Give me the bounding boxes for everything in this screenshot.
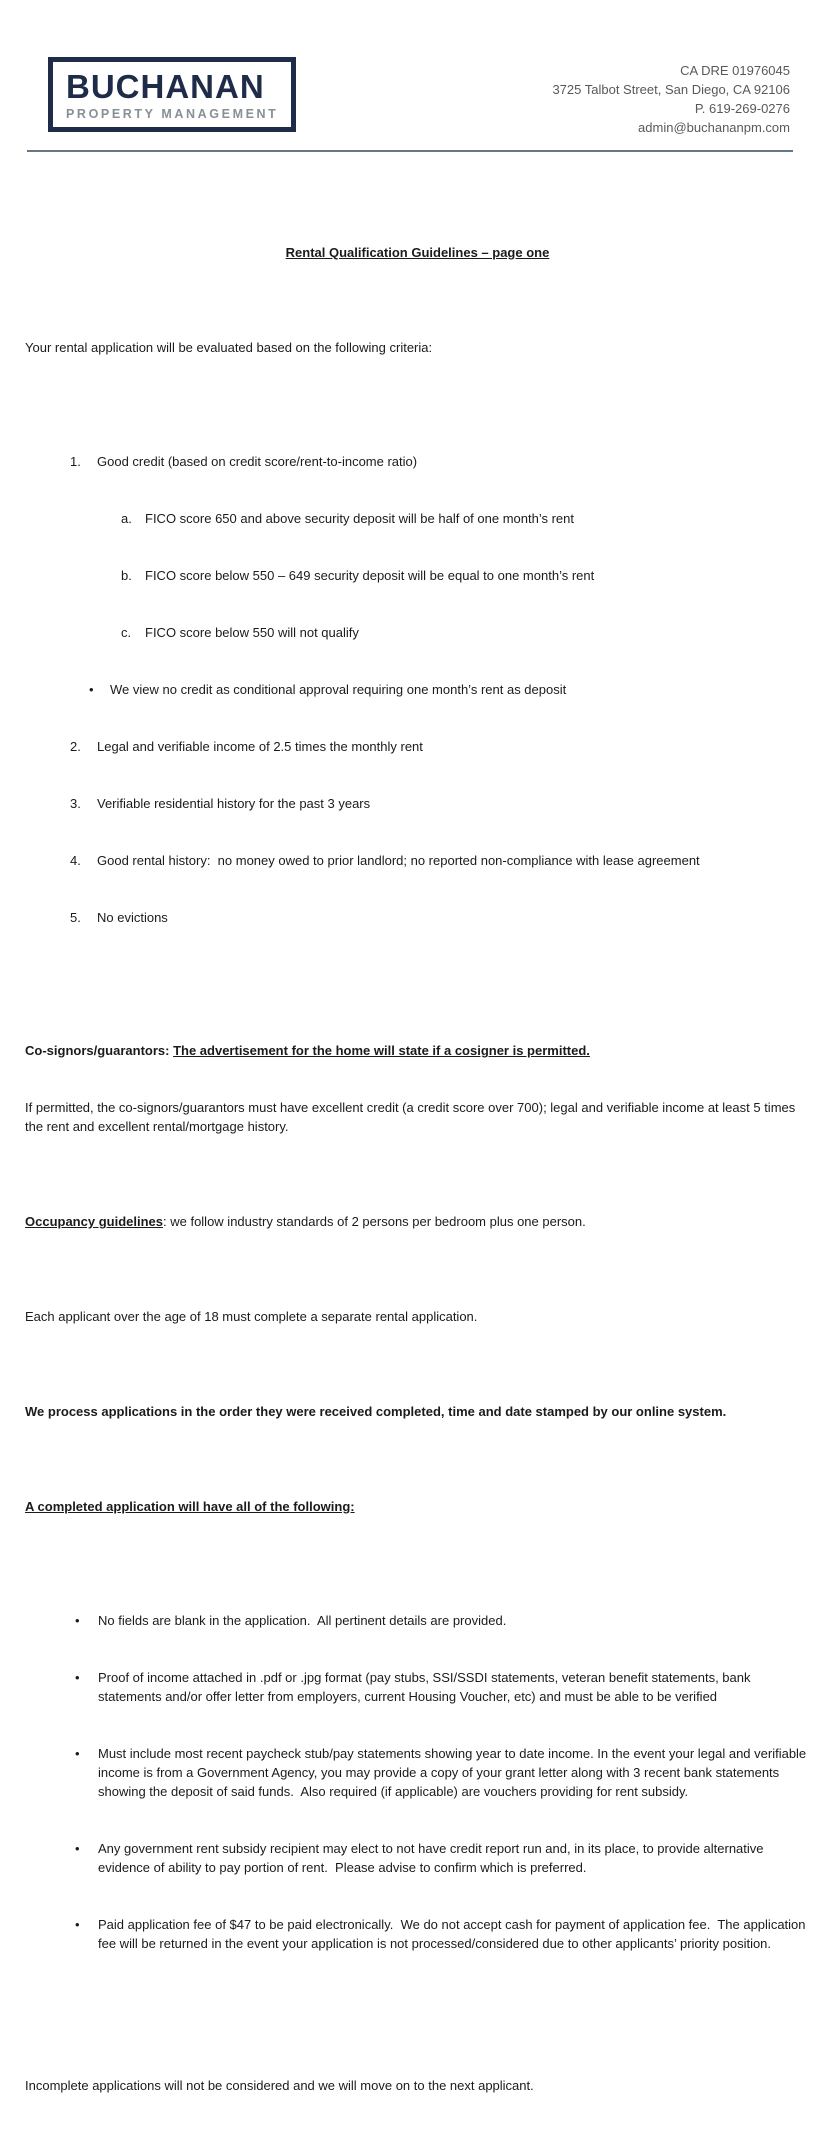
company-logo xyxy=(48,57,296,132)
list-number: 3. xyxy=(70,796,81,811)
occupancy-paragraph: Occupancy guidelines: we follow industry standards of 2 persons per bedroom plus one person. xyxy=(25,1214,586,1229)
phone-number: P. 619-269-0276 xyxy=(694,101,790,116)
bullet-marker: • xyxy=(75,1841,80,1856)
requirement-bullet-4: • Any government rent subsidy recipient may elect to not have credit report run and, in its place, to provide alternative evidence of ability to pay portion of rent. Please advise to confirm which is preferred. xyxy=(75,1841,768,1875)
criteria-sub-b: b. FICO score below 550 – 649 security deposit will be equal to one month’s rent xyxy=(121,568,595,583)
occupancy-label: Occupancy guidelines xyxy=(25,1214,163,1229)
list-number: 2. xyxy=(70,739,81,754)
page-title: Rental Qualification Guidelines – page one xyxy=(285,245,550,260)
bullet-marker: • xyxy=(75,1917,80,1932)
cosigners-policy: The advertisement for the home will state if a cosigner is permitted. xyxy=(173,1043,590,1058)
requirement-bullet-1: • No fields are blank in the application. All pertinent details are provided. xyxy=(75,1613,507,1628)
criteria-sub-c: c. FICO score below 550 will not qualify xyxy=(121,625,359,640)
criteria-item-5: 5. No evictions xyxy=(70,910,168,925)
list-number: 4. xyxy=(70,853,81,868)
list-letter: b. xyxy=(121,568,132,583)
criteria-item-2: 2. Legal and verifiable income of 2.5 times the monthly rent xyxy=(70,739,423,754)
list-number: 5. xyxy=(70,910,81,925)
logo-company-name: BUCHANAN xyxy=(66,68,265,105)
email-address: admin@buchananpm.com xyxy=(638,120,790,135)
incomplete-note: Incomplete applications will not be considered and we will move on to the next applicant. xyxy=(25,2078,534,2093)
criteria-item-4: 4. Good rental history: no money owed to prior landlord; no reported non-compliance with lease agreement xyxy=(70,853,700,868)
requirement-bullet-5: • Paid application fee of $47 to be paid electronically. We do not accept cash for payment of application fee. The application fee will be returned in the event your application is not processed/considered due to other applicants’ priority position. xyxy=(75,1917,810,1951)
bullet-marker: • xyxy=(75,1670,80,1685)
criteria-sub-a: a. FICO score 650 and above security deposit will be half of one month’s rent xyxy=(121,511,574,526)
bullet-marker: • xyxy=(75,1746,80,1761)
cosigners-label: Co-signors/guarantors: xyxy=(25,1043,174,1058)
criteria-list xyxy=(25,414,810,965)
criteria-item-1: 1. Good credit (based on credit score/rent-to-income ratio) xyxy=(70,454,418,469)
completed-application-heading: A completed application will have all of the following: xyxy=(25,1499,355,1514)
intro-paragraph: Your rental application will be evaluated based on the following criteria: xyxy=(25,340,433,355)
criteria-item-3: 3. Verifiable residential history for the past 3 years xyxy=(70,796,371,811)
logo-tagline: PROPERTY MANAGEMENT xyxy=(66,107,279,121)
cosigners-heading xyxy=(25,1041,810,1060)
separate-application-paragraph: Each applicant over the age of 18 must complete a separate rental application. xyxy=(25,1309,478,1324)
contact-info xyxy=(552,61,790,137)
criteria-sub-bullet: • We view no credit as conditional approval requiring one month’s rent as deposit xyxy=(89,682,567,697)
license-number: CA DRE 01976045 xyxy=(680,63,790,78)
requirement-bullet-3: • Must include most recent paycheck stub/pay statements showing year to date income. In the event your legal and verifiable income is from a Government Agency, you may provide a copy of your grant letter along with 3 recent bank statements showing the deposit of said funds. Also required (if applicable) are vouchers providing for rent subsidy. xyxy=(75,1746,810,1799)
list-letter: a. xyxy=(121,511,132,526)
completed-application-list xyxy=(25,1573,810,1991)
list-letter: c. xyxy=(121,625,132,640)
cosigners-body: If permitted, the co-signors/guarantors must have excellent credit (a credit score over 700); legal and verifiable income at least 5 times the rent and excellent rental/mortgage history. xyxy=(25,1100,799,1134)
list-number: 1. xyxy=(70,454,81,469)
requirement-bullet-2: • Proof of income attached in .pdf or .jpg format (pay stubs, SSI/SSDI statements, veteran benefit statements, bank statements and/or offer letter from employers, current Housing Voucher, etc) and must be able to be verified xyxy=(75,1670,755,1704)
letterhead xyxy=(0,0,835,137)
document-body xyxy=(0,152,835,2152)
processing-order-paragraph: We process applications in the order they were received completed, time and date stamped by our online system. xyxy=(25,1404,727,1419)
bullet-marker: • xyxy=(75,1613,80,1628)
bullet-marker: • xyxy=(89,682,94,697)
street-address: 3725 Talbot Street, San Diego, CA 92106 xyxy=(552,82,790,97)
